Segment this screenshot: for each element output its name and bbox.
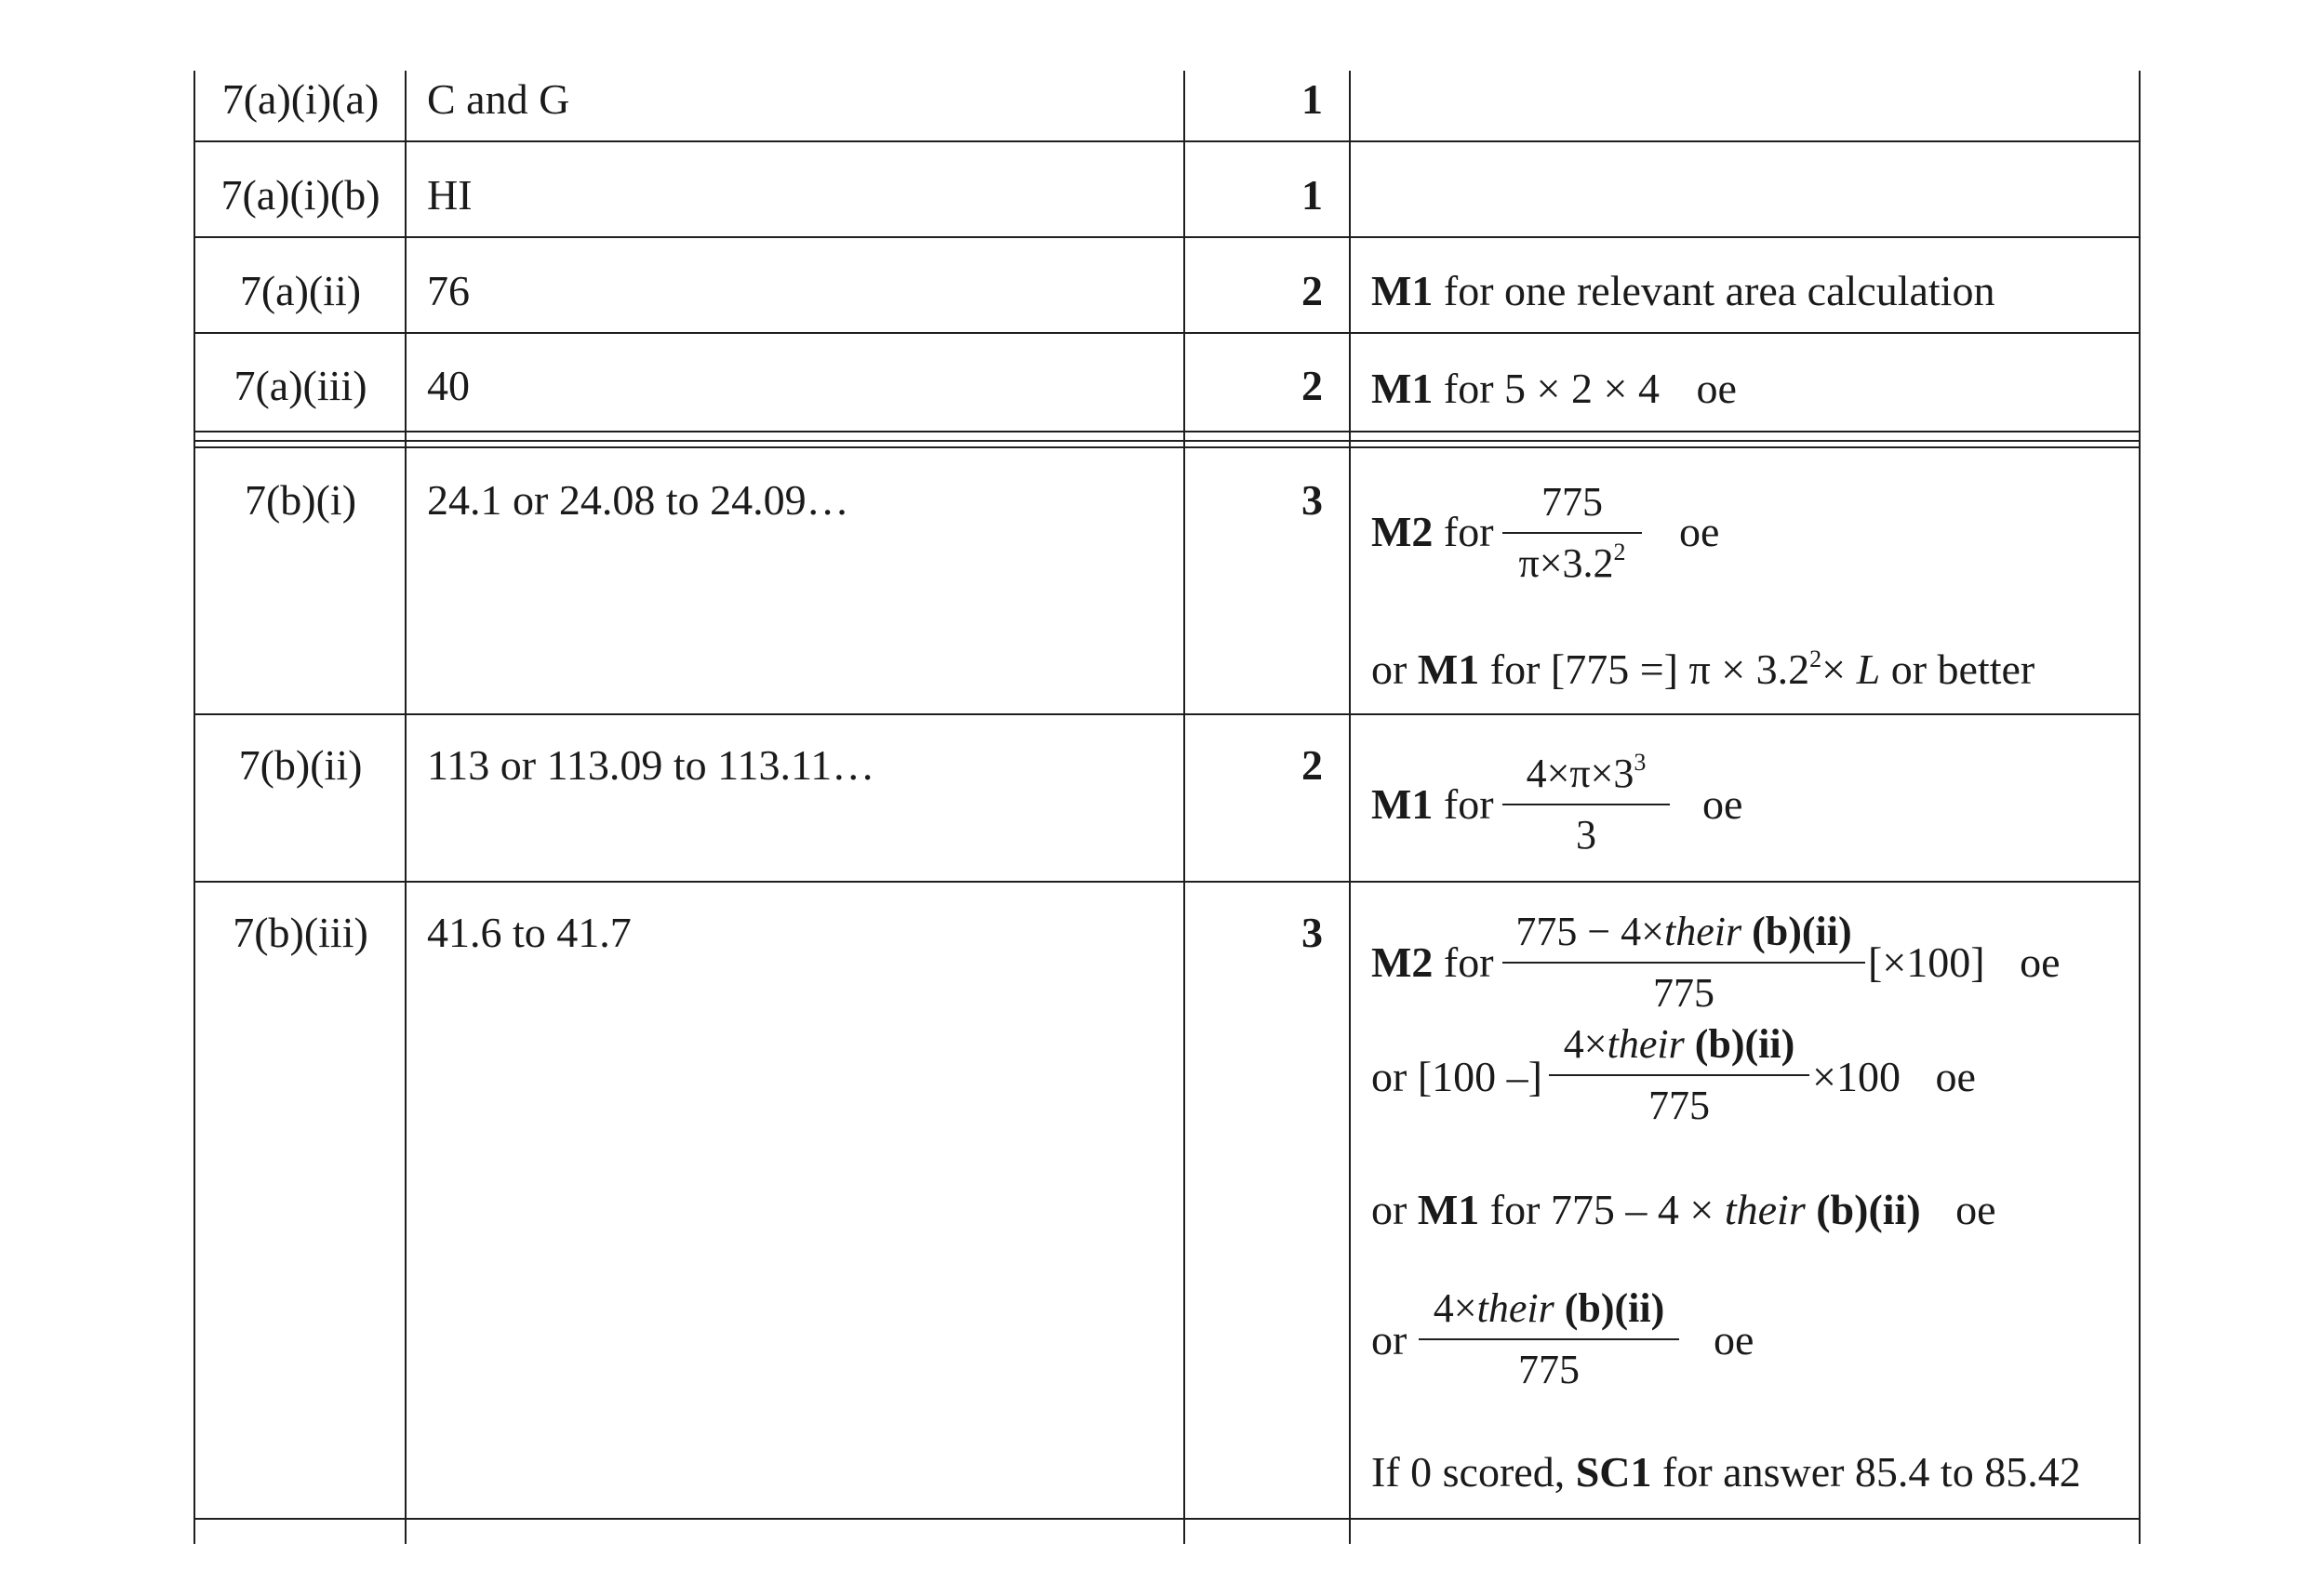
guidance-text: or better (1890, 645, 2035, 693)
method-mark-code: M2 (1371, 938, 1434, 986)
guidance-line (1371, 267, 1995, 314)
part-reference: (b)(ii) (1816, 1186, 1921, 1233)
answer-text: C and G (427, 75, 570, 123)
fraction (1502, 479, 1642, 586)
their-text: their (1724, 1186, 1806, 1233)
fraction-denominator: 3 (1576, 812, 1596, 858)
oe-text: oe (1696, 365, 1737, 412)
for-text: for (1443, 938, 1494, 986)
section-divider-mid (193, 440, 2141, 442)
method-mark-code: M1 (1417, 1186, 1480, 1233)
section-divider-top (193, 431, 2141, 432)
answer-text: 40 (427, 362, 470, 409)
guidance-line (1371, 645, 2035, 693)
fraction (1502, 749, 1670, 858)
guidance-text: for 5 × 2 × 4 (1443, 365, 1660, 412)
question-number: 7(b)(iii) (233, 909, 368, 956)
special-case-code: SC1 (1575, 1448, 1652, 1496)
method-mark-code: M2 (1371, 508, 1434, 555)
table-border-right (2139, 71, 2141, 1544)
fraction-numerator: 775 (1541, 479, 1603, 525)
question-number: 7(b)(ii) (238, 741, 363, 789)
answer-text: 76 (427, 267, 470, 314)
mark-value: 2 (1301, 741, 1323, 789)
fraction (1419, 1285, 1679, 1392)
row-divider (193, 1518, 2141, 1520)
row-divider (193, 713, 2141, 715)
row-divider (193, 881, 2141, 883)
question-number: 7(a)(i)(a) (221, 75, 380, 123)
oe-text: oe (2020, 938, 2061, 986)
for-text: for (1443, 508, 1494, 555)
method-mark-code: M1 (1371, 267, 1434, 314)
oe-text: oe (1714, 1316, 1754, 1363)
fraction-denominator: 775 (1653, 970, 1714, 1016)
fraction-numerator: 4×their (b)(ii) (1433, 1285, 1665, 1331)
fraction-denominator: 775 (1518, 1347, 1580, 1392)
guidance-text: for answer 85.4 to 85.42 (1662, 1448, 2081, 1496)
fraction-denominator: 775 (1648, 1083, 1710, 1128)
guidance-line (1371, 938, 1494, 986)
guidance-text: for one relevant area calculation (1443, 267, 1995, 314)
guidance-line (1371, 1186, 1996, 1233)
answer-text: 24.1 or 24.08 to 24.09… (427, 476, 849, 524)
oe-text: oe (1955, 1186, 1996, 1233)
oe-text: oe (1679, 508, 1720, 555)
guidance-line (1371, 780, 1494, 828)
guidance-line: or [100 –] (1371, 1053, 1542, 1100)
fraction-denominator: $\pi\times 3.2^2$ (1518, 539, 1626, 586)
mark-value: 1 (1301, 171, 1323, 219)
row-divider (193, 140, 2141, 142)
guidance-line (1868, 938, 2061, 986)
or-text: or (1371, 645, 1407, 693)
guidance-text: [×100] (1868, 938, 1985, 986)
fraction-numerator: 775 − 4×their (b)(ii) (1515, 909, 1852, 954)
column-divider-3 (1349, 71, 1351, 1544)
guidance-line: or (1371, 1316, 1407, 1363)
guidance-text: If 0 scored, (1371, 1448, 1566, 1496)
oe-text: oe (1702, 780, 1743, 828)
for-text: for (1443, 780, 1494, 828)
fraction (1502, 911, 1865, 1014)
or-text: or (1371, 1186, 1407, 1233)
row-divider (193, 236, 2141, 238)
answer-text: 113 or 113.09 to 113.11… (427, 741, 875, 789)
question-number: 7(a)(i)(b) (220, 171, 380, 219)
mark-value: 2 (1301, 362, 1323, 409)
guidance-text: for 775 – 4 × (1489, 1186, 1714, 1233)
guidance-line (1812, 1053, 1976, 1100)
method-mark-code: M1 (1417, 645, 1480, 693)
method-mark-code: M1 (1371, 780, 1434, 828)
fraction-numerator: $4\times\pi\times 3^3$ (1526, 749, 1647, 796)
mark-value: 1 (1301, 75, 1323, 123)
guidance-line (1371, 367, 1737, 410)
question-number: 7(b)(i) (244, 476, 357, 524)
answer-text: HI (427, 171, 473, 219)
answer-text: 41.6 to 41.7 (427, 909, 632, 956)
superscript: 2 (1809, 645, 1822, 672)
guidance-line (1371, 1448, 2081, 1496)
question-number: 7(a)(ii) (239, 267, 362, 314)
question-number: 7(a)(iii) (233, 362, 367, 409)
mark-value: 3 (1301, 476, 1323, 524)
mark-value: 3 (1301, 909, 1323, 956)
guidance-line (1371, 508, 1494, 555)
fraction (1549, 1021, 1809, 1128)
section-divider-bottom (193, 446, 2141, 448)
oe-text: oe (1935, 1053, 1976, 1100)
guidance-text: for [775 =] π × 3.2 (1489, 645, 1810, 693)
row-divider (193, 332, 2141, 334)
fraction-numerator: 4×their (b)(ii) (1563, 1021, 1795, 1067)
method-mark-code: M1 (1371, 365, 1434, 412)
mark-value: 2 (1301, 267, 1323, 314)
guidance-text: ×100 (1812, 1053, 1901, 1100)
times-sign: × (1821, 645, 1847, 693)
variable-l: L (1856, 645, 1881, 693)
